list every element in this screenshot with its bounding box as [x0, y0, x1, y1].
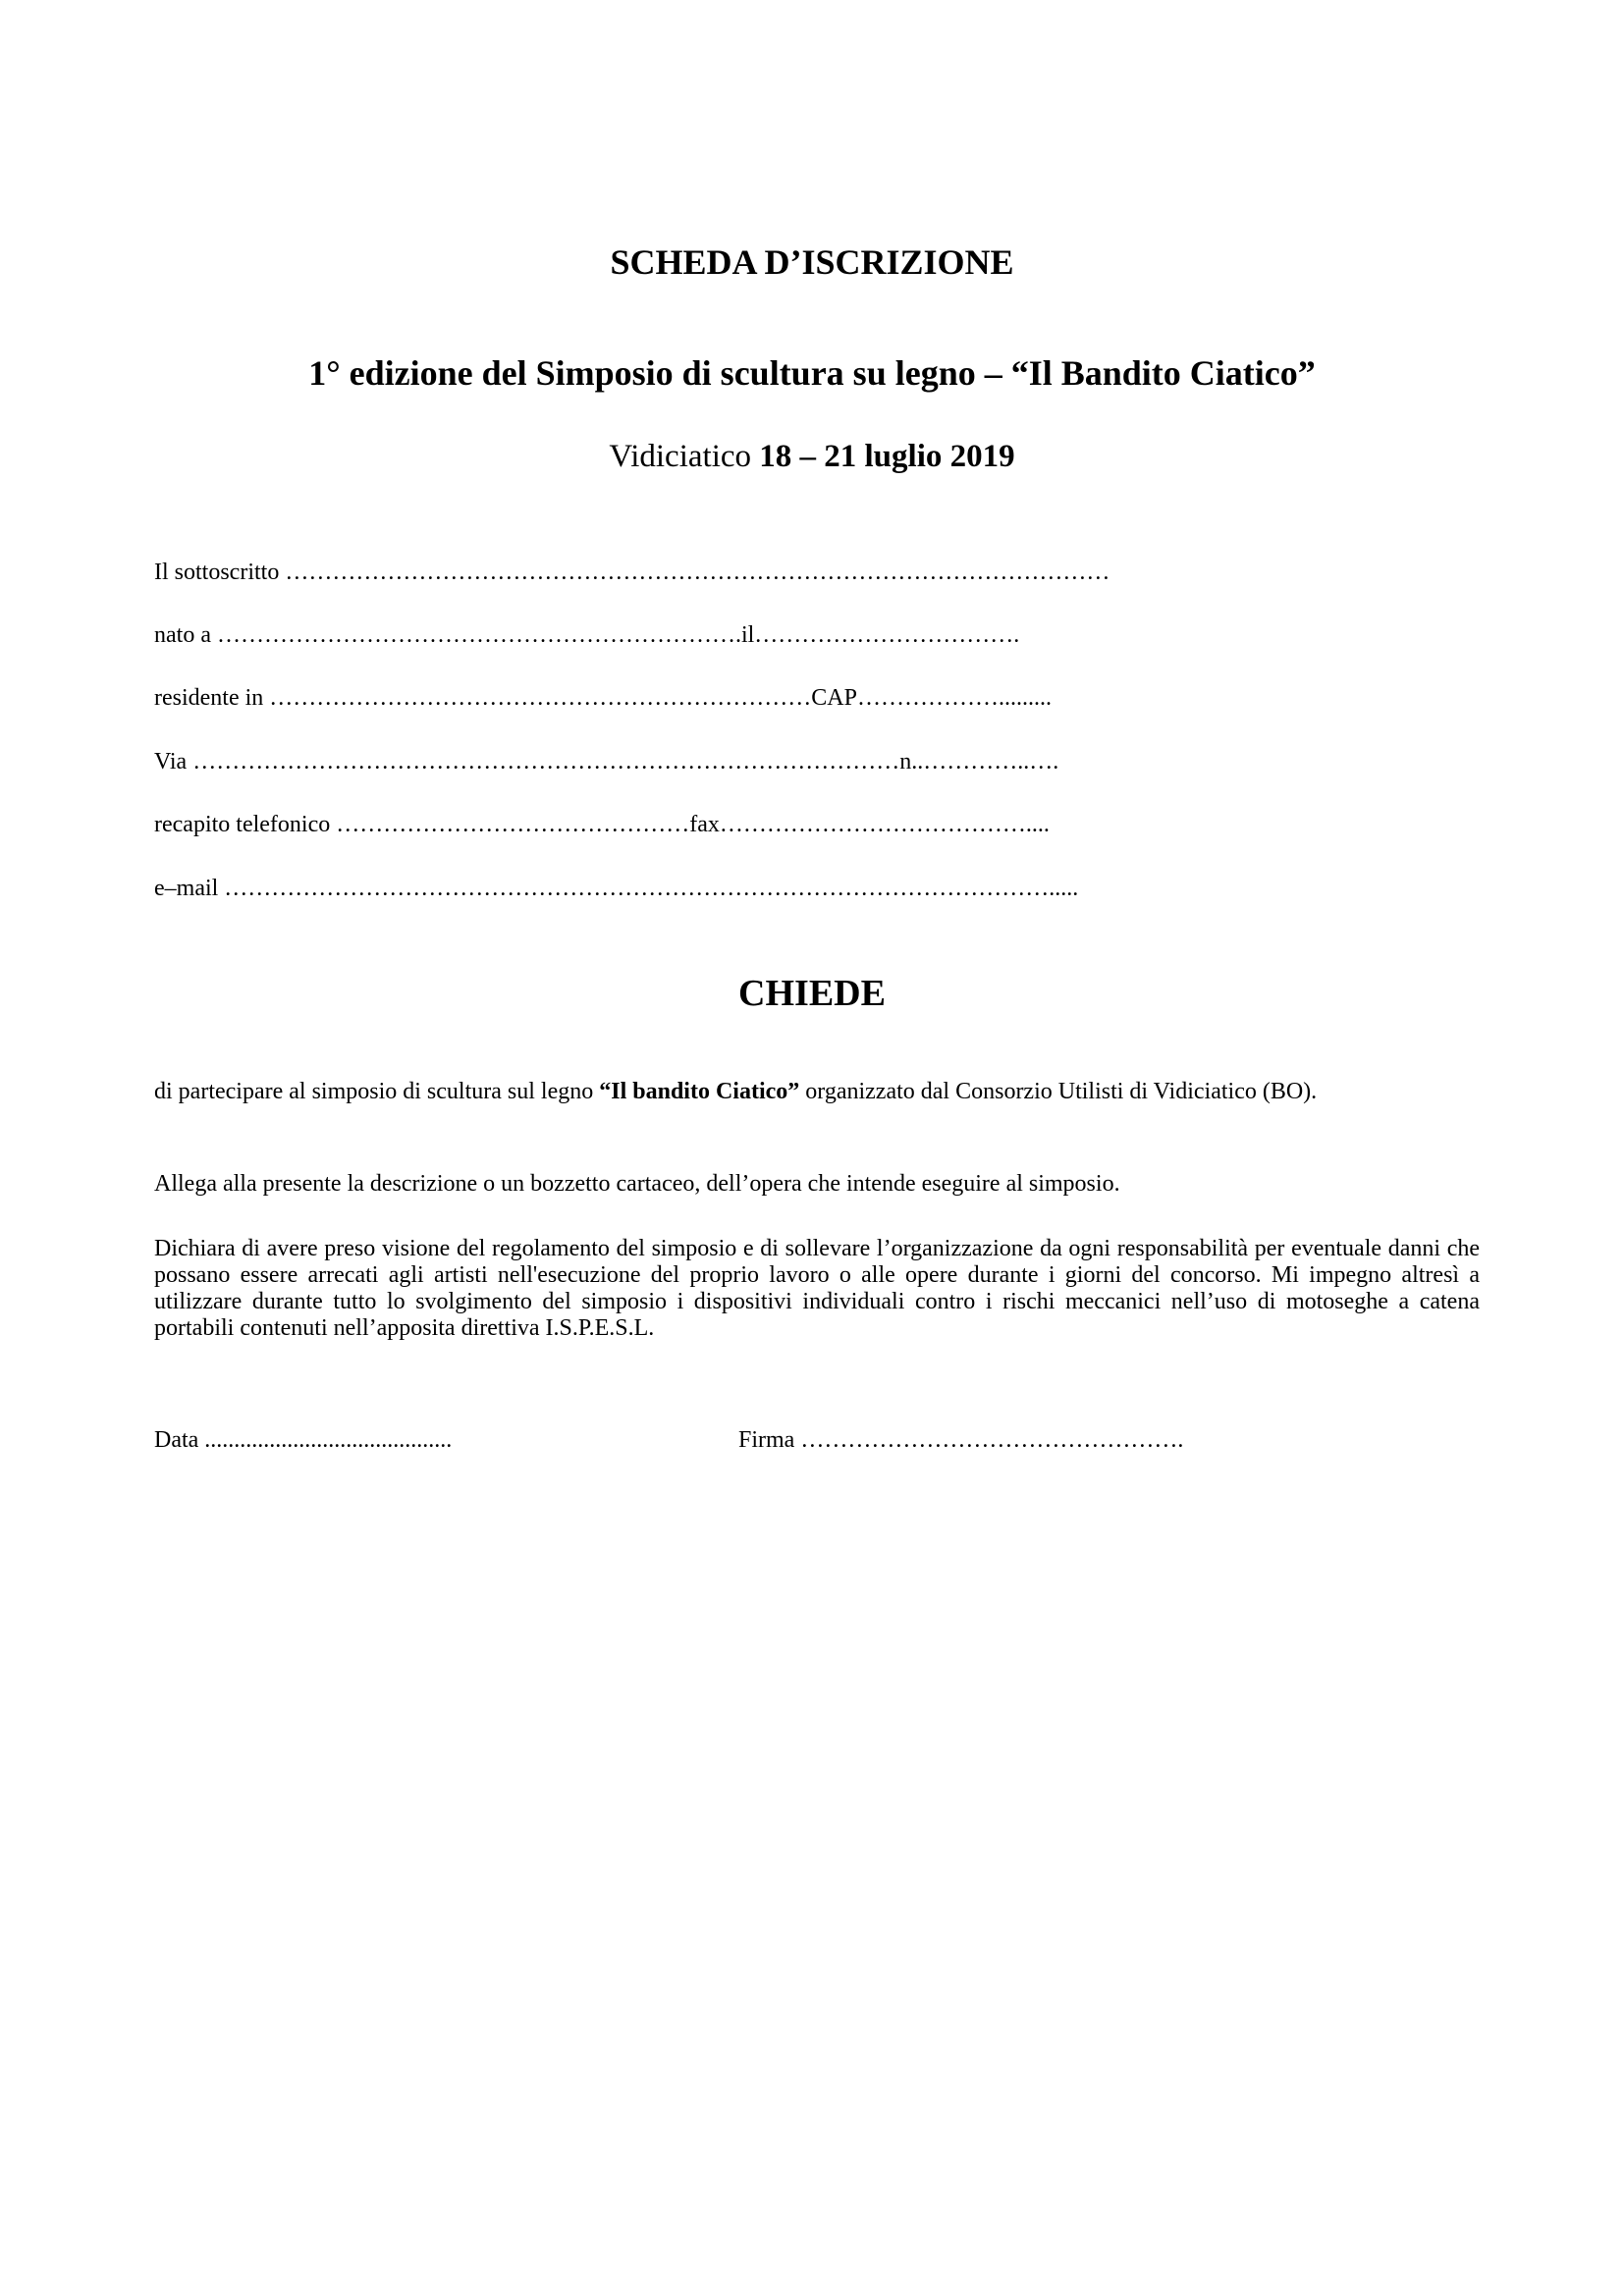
signature-field[interactable]: Firma ………………………………………….	[738, 1427, 1184, 1453]
participation-text-before: di partecipare al simposio di scultura sul legno	[154, 1079, 600, 1104]
event-place-dates	[0, 439, 1624, 475]
field-via[interactable]: Via ………………………………………………………………………………n..…………..….	[154, 749, 1059, 774]
event-dates: 18 – 21 luglio 2019	[759, 439, 1015, 474]
document-title: SCHEDA D’ISCRIZIONE	[610, 242, 1014, 282]
field-sottoscritto[interactable]: Il sottoscritto ……………………………………………………………………………………………	[154, 560, 1110, 585]
date-field[interactable]: Data ..........................................	[154, 1427, 453, 1453]
paragraph-declaration: Dichiara di avere preso visione del regolamento del simposio e di sollevare l’organizzazione da ogni responsabilità per eventuale danni che possano essere arrecati agli artisti nell'esecuzione del proprio lavoro o alle opere durante i giorni del concorso. Mi impegno altresì a utilizzare durante tutto lo svolgimento del simposio i dispositivi individuali contro i rischi meccanici nell’uso di motoseghe a catena portabili contenuti nell’apposita direttiva I.S.P.E.S.L.	[154, 1236, 1480, 1341]
field-residente[interactable]: residente in ……………………………………………………………CAP……………….........	[154, 685, 1052, 711]
field-nato-a[interactable]: nato a ………………………………………………………….il…………………………….	[154, 622, 1020, 648]
document-subtitle: 1° edizione del Simposio di scultura su legno – “Il Bandito Ciatico”	[308, 353, 1316, 393]
paragraph-attachment: Allega alla presente la descrizione o un bozzetto cartaceo, dell’opera che intende eseguire al simposio.	[154, 1171, 1120, 1197]
participation-text-after: organizzato dal Consorzio Utilisti di Vidiciatico (BO).	[799, 1079, 1318, 1104]
chiede-heading: CHIEDE	[738, 973, 886, 1014]
field-email[interactable]: e–mail …………………………………………………………………………………………….....	[154, 876, 1079, 901]
event-place: Vidiciatico	[609, 439, 760, 474]
event-name-bold: “Il bandito Ciatico”	[599, 1079, 800, 1104]
paragraph-participation	[154, 1079, 1480, 1105]
field-recapito[interactable]: recapito telefonico ………………………………………fax…………………………………....	[154, 812, 1050, 837]
